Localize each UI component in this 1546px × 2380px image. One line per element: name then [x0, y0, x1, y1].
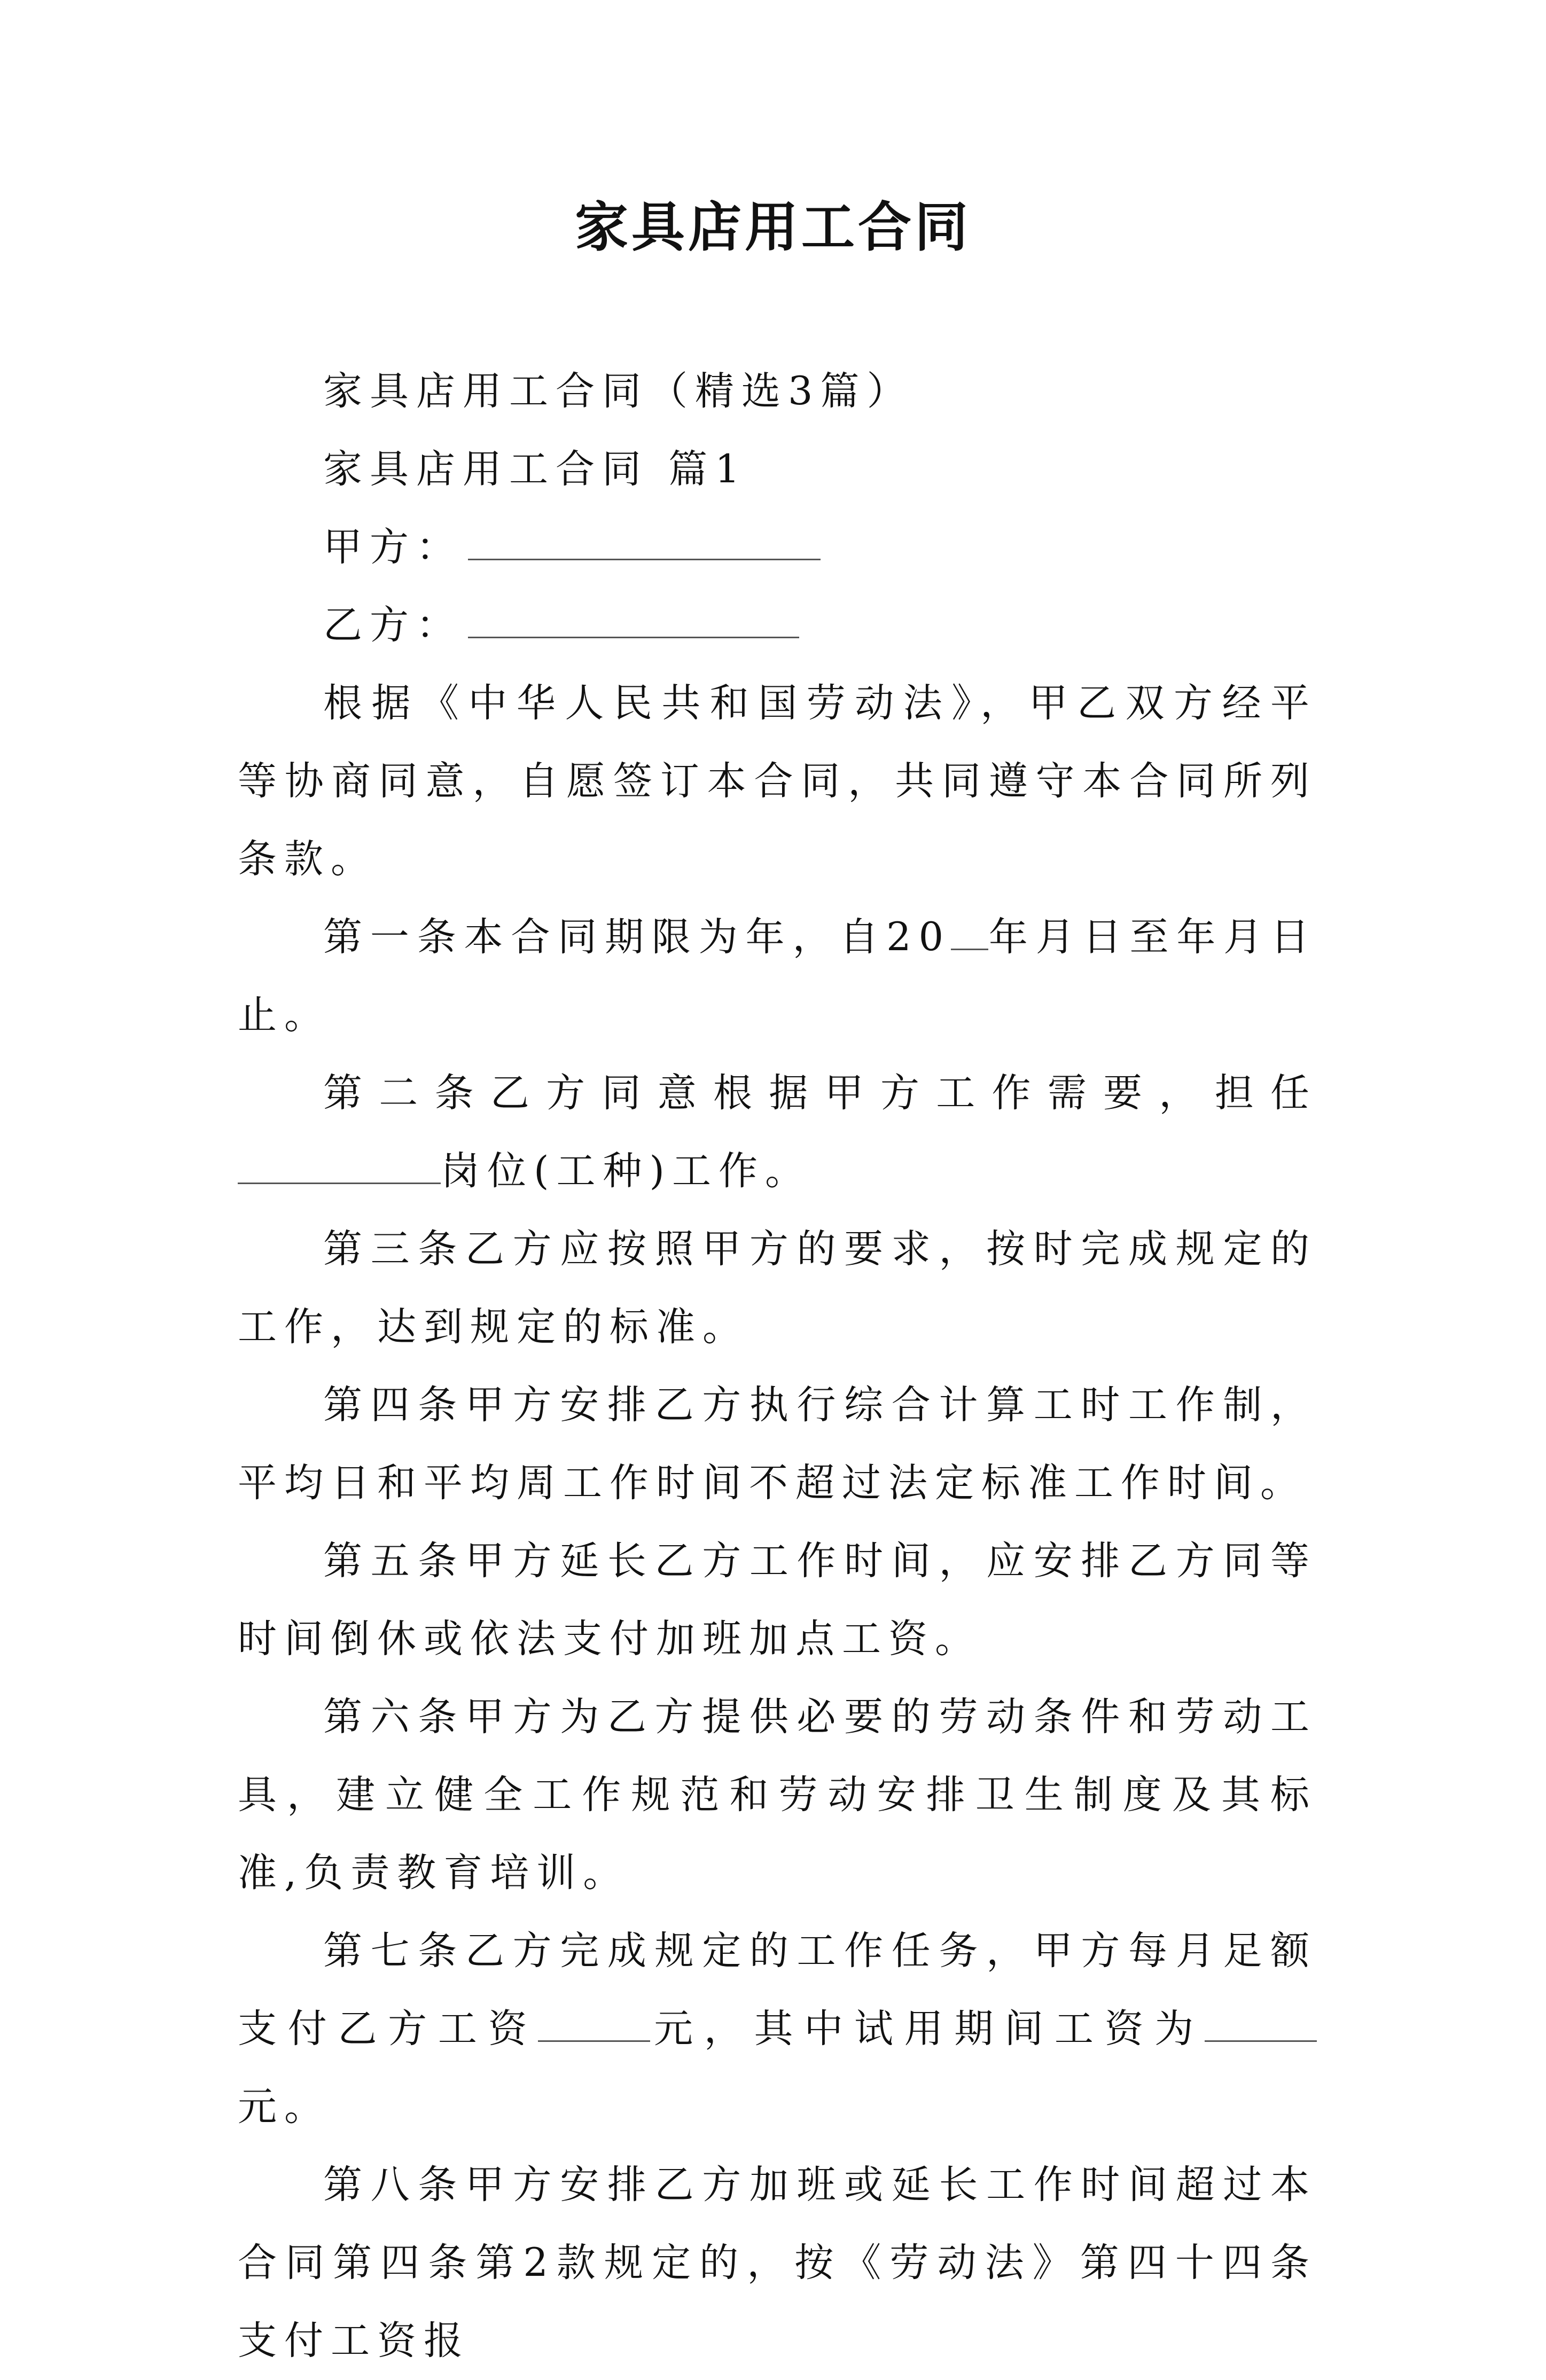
- party-b-label: 乙方：: [323, 602, 463, 648]
- article-2-text-b: 岗位(工种)工作。: [441, 1148, 811, 1194]
- article-7-text-c: 元。: [238, 2084, 331, 2130]
- salary-blank: [538, 2008, 650, 2042]
- part-heading: 家具店用工合同 篇1: [323, 447, 747, 492]
- party-a-blank: [468, 527, 821, 560]
- article-1: [238, 898, 1317, 1054]
- party-a-line: [238, 508, 1317, 586]
- probation-salary-blank: [1205, 2008, 1317, 2042]
- document-body: [238, 353, 1317, 2380]
- article-1-text-a: 第一条本合同期限为年，自20: [323, 914, 951, 960]
- year-blank: [951, 917, 988, 950]
- article-2-text-a: 第二条乙方同意根据甲方工作需要，担任: [323, 1070, 1317, 1116]
- collection-heading: 家具店用工合同（精选3篇）: [323, 369, 913, 414]
- article-8: 第八条甲方安排乙方加班或延长工作时间超过本合同第四条第2款规定的，按《劳动法》第四十四条支付工资报: [238, 2162, 1317, 2363]
- article-7: [238, 1912, 1317, 2146]
- party-b-line: [238, 586, 1317, 664]
- position-blank: [238, 1150, 441, 1184]
- article-7-text-a: 第七条乙方完成规定的工作任务，甲方每月足额支付乙方工资: [238, 1928, 1317, 2052]
- article-5: 第五条甲方延长乙方工作时间，应安排乙方同等时间倒休或依法支付加班加点工资。: [238, 1538, 1317, 1662]
- article-6: 第六条甲方为乙方提供必要的劳动条件和劳动工具，建立健全工作规范和劳动安排卫生制度及其标准,负责教育培训。: [238, 1694, 1317, 1896]
- party-a-label: 甲方：: [323, 524, 463, 570]
- party-b-blank: [468, 605, 799, 638]
- article-7-text-b: 元，其中试用期间工资为: [650, 2006, 1205, 2052]
- document-title: 家具店用工合同: [575, 195, 971, 259]
- article-2: [238, 1054, 1317, 1210]
- article-3: 第三条乙方应按照甲方的要求，按时完成规定的工作，达到规定的标准。: [238, 1226, 1317, 1350]
- article-1-text-b: 年月日至年月日止。: [238, 914, 1317, 1038]
- article-4: 第四条甲方安排乙方执行综合计算工时工作制，平均日和平均周工作时间不超过法定标准工作时间。: [238, 1382, 1317, 1506]
- intro-paragraph: 根据《中华人民共和国劳动法》，甲乙双方经平等协商同意，自愿签订本合同，共同遵守本合同所列条款。: [238, 680, 1317, 882]
